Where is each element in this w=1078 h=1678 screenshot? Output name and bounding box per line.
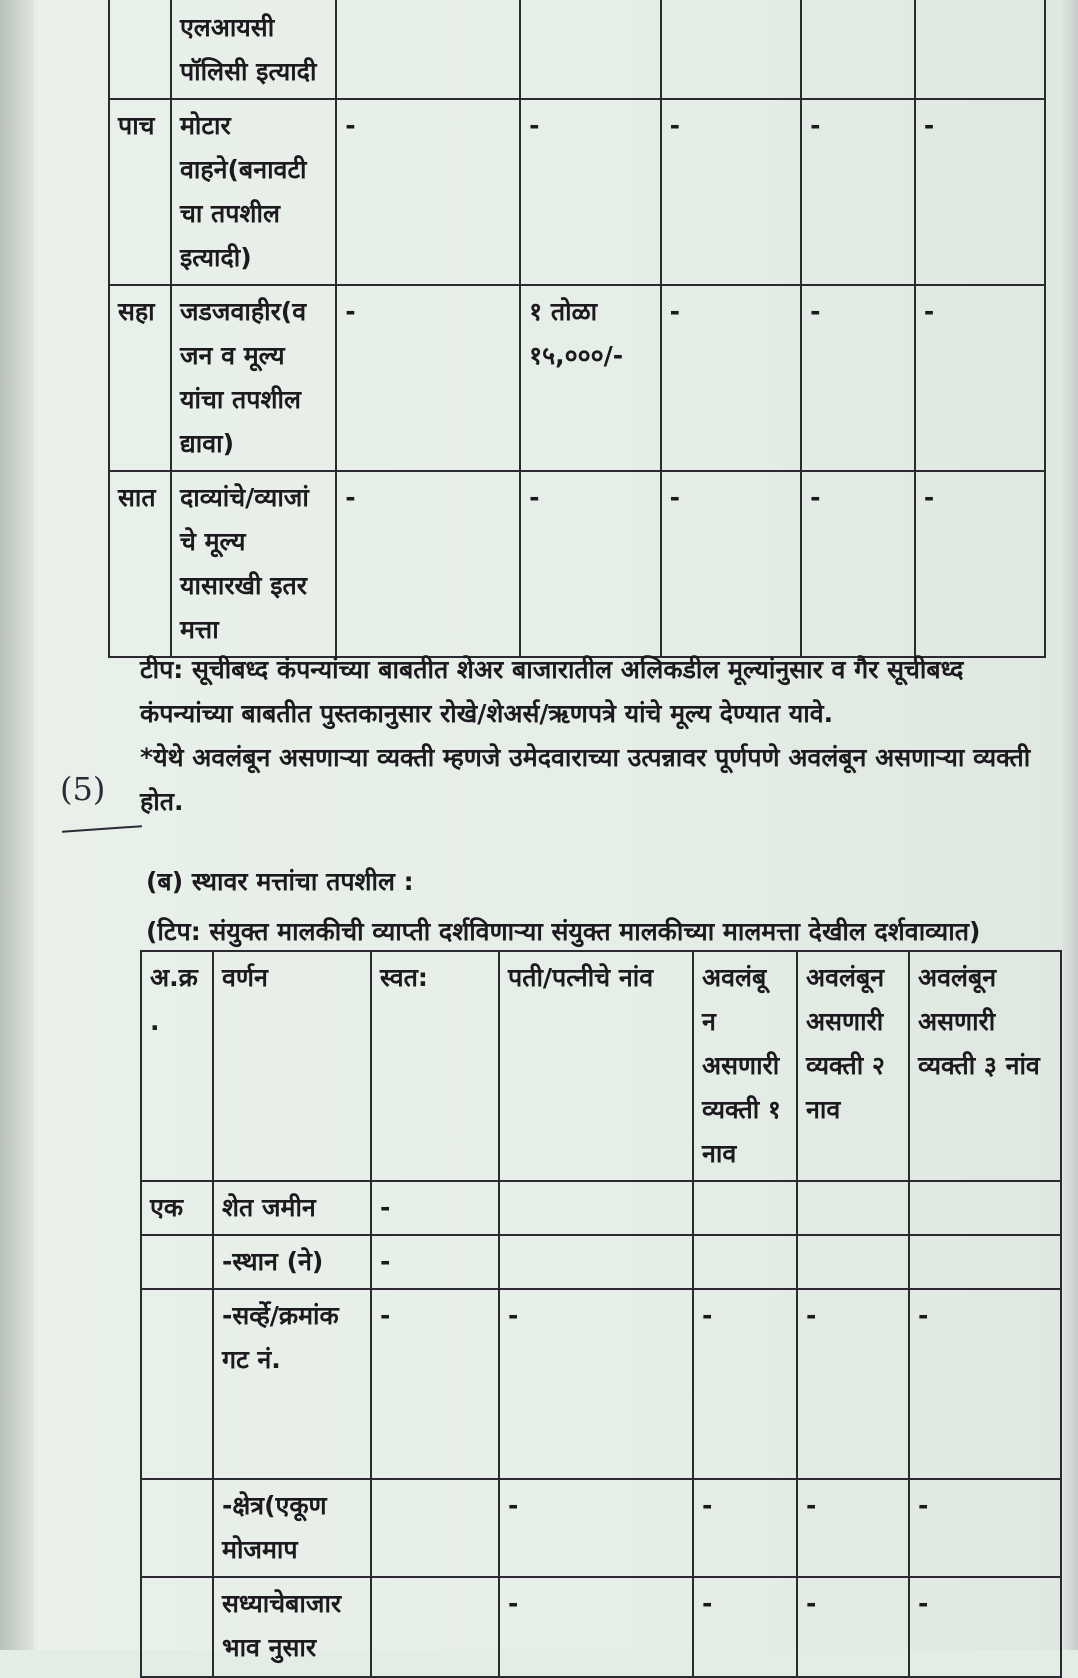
header-dependent-3: अवलंबून असणारी व्यक्ती ३ नांव bbox=[909, 951, 1061, 1181]
table-row bbox=[141, 1235, 1061, 1289]
cell-dependent-2: - bbox=[797, 1577, 909, 1677]
row-number: सात bbox=[109, 471, 171, 657]
cell-dependent-1: - bbox=[661, 99, 802, 285]
cell-dependent-3: - bbox=[909, 1479, 1061, 1577]
table-row bbox=[141, 1289, 1061, 1479]
row-number bbox=[141, 1235, 213, 1289]
cell-dependent-1: - bbox=[693, 1289, 797, 1479]
row-description: मोटार वाहने(बनावटी चा तपशील इत्यादी) bbox=[171, 99, 336, 285]
row-number: एक bbox=[141, 1181, 213, 1235]
cell-spouse: - bbox=[499, 1577, 693, 1677]
cell-spouse: - bbox=[520, 471, 661, 657]
row-number bbox=[109, 0, 171, 99]
row-description: दाव्यांचे/व्याजां चे मूल्य यासारखी इतर मत्ता bbox=[171, 471, 336, 657]
cell-dependent-1: - bbox=[661, 471, 802, 657]
row-description: शेत जमीन bbox=[213, 1181, 371, 1235]
row-description: जडजवाहीर(व जन व मूल्य यांचा तपशील द्यावा) bbox=[171, 285, 336, 471]
cell-dependent-2: - bbox=[801, 471, 915, 657]
margin-underline bbox=[62, 825, 142, 833]
header-dependent-2: अवलंबून असणारी व्यक्ती २ नाव bbox=[797, 951, 909, 1181]
header-serial: अ.क्र . bbox=[141, 951, 213, 1181]
cell-dependent-1: - bbox=[693, 1479, 797, 1577]
cell-self: - bbox=[336, 471, 520, 657]
cell-spouse bbox=[520, 0, 661, 99]
table-row bbox=[109, 471, 1045, 657]
table-row bbox=[141, 1181, 1061, 1235]
cell-dependent-2: - bbox=[797, 1479, 909, 1577]
cell-self: - bbox=[371, 1289, 499, 1479]
header-self: स्वत: bbox=[371, 951, 499, 1181]
row-description: सध्याचेबाजार भाव नुसार bbox=[213, 1577, 371, 1677]
cell-dependent-2: - bbox=[797, 1289, 909, 1479]
row-description: एलआयसी पॉलिसी इत्यादी bbox=[171, 0, 336, 99]
cell-dependent-2 bbox=[797, 1235, 909, 1289]
cell-dependent-3 bbox=[909, 1235, 1061, 1289]
cell-dependent-2: - bbox=[801, 99, 915, 285]
cell-self: - bbox=[371, 1181, 499, 1235]
cell-self bbox=[336, 0, 520, 99]
cell-spouse: - bbox=[499, 1289, 693, 1479]
cell-dependent-3 bbox=[915, 0, 1045, 99]
immovable-assets-table bbox=[140, 950, 1062, 1678]
row-description: -स्थान (ने) bbox=[213, 1235, 371, 1289]
cell-dependent-1 bbox=[661, 0, 802, 99]
note-joint-ownership: (टिप: संयुक्त मालकीची व्याप्ती दर्शविणाऱ्या संयुक्त मालकीच्या मालमत्ता देखील दर्शवाव्यात) bbox=[146, 917, 981, 946]
row-number: पाच bbox=[109, 99, 171, 285]
cell-dependent-1: - bbox=[661, 285, 802, 471]
row-description: -क्षेत्र(एकूण मोजमाप bbox=[213, 1479, 371, 1577]
cell-self bbox=[371, 1577, 499, 1677]
cell-dependent-3: - bbox=[909, 1577, 1061, 1677]
row-number: सहा bbox=[109, 285, 171, 471]
header-dependent-1: अवलंबू न असणारी व्यक्ती १ नाव bbox=[693, 951, 797, 1181]
table-row bbox=[141, 1577, 1061, 1677]
cell-self: - bbox=[371, 1235, 499, 1289]
cell-dependent-2 bbox=[801, 0, 915, 99]
note-valuation: टीप: सूचीबध्द कंपन्यांच्या बाबतीत शेअर बाजारातील अलिकडील मूल्यांनुसार व गैर सूचीबध्द कंपन्यांच्या बाबतीत पुस्तकानुसार रोखे/शेअर्स/ऋणपत्रे यांचे मूल्य देण्यात यावे. bbox=[140, 655, 964, 728]
cell-self: - bbox=[336, 285, 520, 471]
row-number bbox=[141, 1289, 213, 1479]
cell-spouse: - bbox=[520, 99, 661, 285]
cell-dependent-1: - bbox=[693, 1577, 797, 1677]
table-row bbox=[109, 285, 1045, 471]
section-heading-immovable: (ब) स्थावर मत्तांचा तपशील : bbox=[146, 867, 414, 896]
table-row bbox=[109, 99, 1045, 285]
cell-dependent-3: - bbox=[915, 285, 1045, 471]
page-edge-right bbox=[1062, 0, 1078, 1650]
note-dependent-definition: *येथे अवलंबून असणाऱ्या व्यक्ती म्हणजे उमेदवाराच्या उत्पन्नावर पूर्णपणे अवलंबून असणाऱ्या व्यक्ती होत. bbox=[140, 743, 1031, 816]
row-description: -सर्व्हे/क्रमांक गट नं. bbox=[213, 1289, 371, 1479]
cell-dependent-3 bbox=[909, 1181, 1061, 1235]
cell-dependent-3: - bbox=[915, 471, 1045, 657]
cell-dependent-2 bbox=[797, 1181, 909, 1235]
cell-dependent-3: - bbox=[915, 99, 1045, 285]
assets-table-top bbox=[108, 0, 1046, 658]
cell-self bbox=[371, 1479, 499, 1577]
cell-spouse bbox=[499, 1181, 693, 1235]
row-number bbox=[141, 1577, 213, 1677]
cell-dependent-3: - bbox=[909, 1289, 1061, 1479]
page-edge-left bbox=[0, 0, 34, 1650]
row-number bbox=[141, 1479, 213, 1577]
header-description: वर्णन bbox=[213, 951, 371, 1181]
cell-dependent-1 bbox=[693, 1181, 797, 1235]
margin-handwritten-mark: (5) bbox=[60, 770, 106, 808]
note-listed-companies bbox=[140, 648, 1040, 824]
cell-dependent-2: - bbox=[801, 285, 915, 471]
cell-spouse bbox=[499, 1235, 693, 1289]
cell-spouse: १ तोळा १५,०००/- bbox=[520, 285, 661, 471]
cell-self: - bbox=[336, 99, 520, 285]
table-row bbox=[109, 0, 1045, 99]
header-spouse: पती/पत्नीचे नांव bbox=[499, 951, 693, 1181]
table-row bbox=[141, 1479, 1061, 1577]
table-header-row bbox=[141, 951, 1061, 1181]
cell-spouse: - bbox=[499, 1479, 693, 1577]
cell-dependent-1 bbox=[693, 1235, 797, 1289]
